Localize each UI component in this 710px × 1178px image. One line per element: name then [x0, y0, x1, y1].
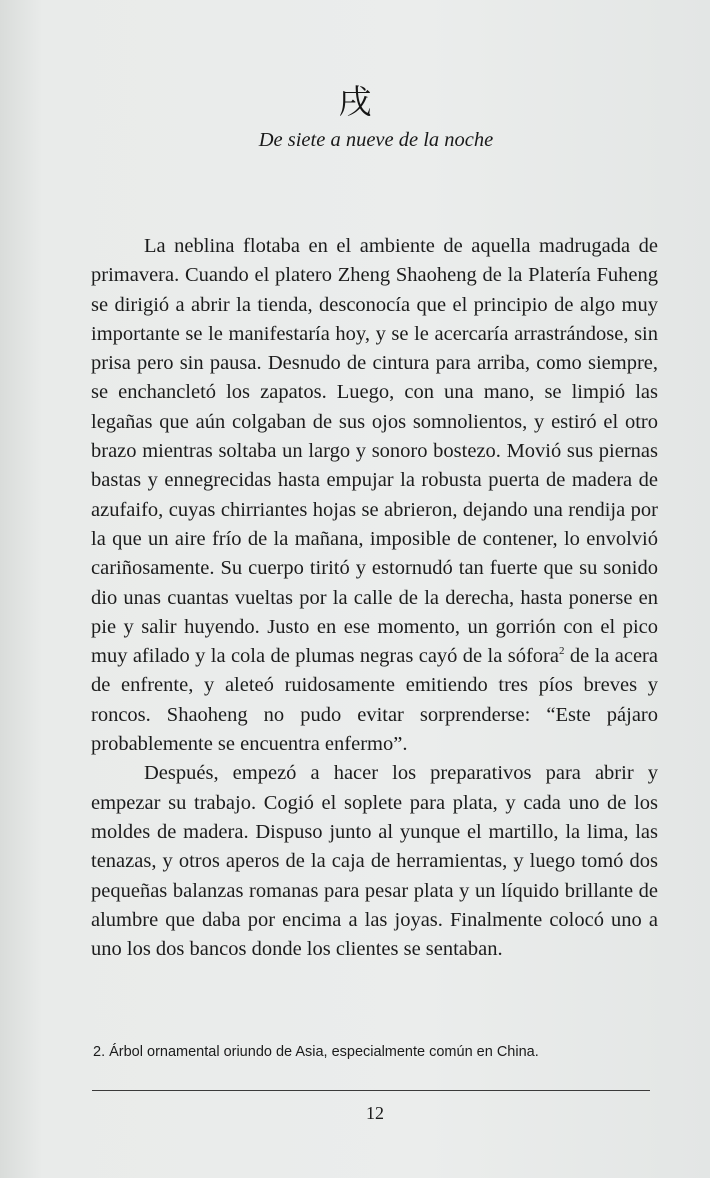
chapter-glyph: 戌 [338, 82, 372, 121]
paragraph-1 [91, 232, 658, 759]
paragraph-1-continuation: de la acera de enfrente, y aleteó ruidosamente emitiendo tres píos breves y roncos. Shaoheng no pudo evitar sorprenderse: “Este pájaro probablemente se encuentra enfermo”. [91, 645, 658, 756]
paragraph-2: Después, empezó a hacer los preparativos para abrir y empezar su trabajo. Cogió el soplete para plata, y cada uno de los moldes de madera. Dispuso junto al yunque el martillo, la lima, las tenazas, y otros aperos de la caja de herramientas, y luego tomó dos pequeñas balanzas romanas para pesar plata y un líquido brillante de alumbre que daba por encima a las joyas. Finalmente colocó uno a uno los dos bancos donde los clientes se sentaban. [91, 762, 658, 961]
page-number: 12 [366, 1103, 384, 1123]
footer-rule [92, 1090, 650, 1091]
footnote: 2. Árbol ornamental oriundo de Asia, especialmente común en China. [93, 1044, 539, 1060]
footnote-reference: 2 [558, 645, 565, 658]
paragraph-1-text: La neblina flotaba en el ambiente de aquella madrugada de primavera. Cuando el platero Zheng Shaoheng de la Platería Fuheng se dirigió a abrir la tienda, desconocía que el principio de algo muy importante se le manifestaría hoy, y se le acercaría arrastrándose, sin prisa pero sin pausa. Desnudo de cintura para arriba, como siempre, se enchancletó los zapatos. Luego, con una mano, se limpió las legañas que aún colgaban de sus ojos somnolientos, y estiró el otro brazo mientras soltaba un largo y sonoro bostezo. Movió sus piernas bastas y ennegrecidas hasta empujar la robusta puerta de madera de azufaifo, cuyas chirriantes hojas se abrieron, dejando una rendija por la que un aire frío de la mañana, imposible de contener, lo envolvió cariñosamente. Su cuerpo tiritó y estornudó tan fuerte que su sonido dio unas cuantas vueltas por la calle de la derecha, hasta ponerse en pie y salir huyendo. Justo en ese momento, un gorrión con el pico muy afilado y la cola de plumas negras cayó de la sófora [91, 235, 658, 668]
chapter-subtitle: De siete a nueve de la noche [258, 129, 494, 151]
body-text [91, 232, 658, 964]
